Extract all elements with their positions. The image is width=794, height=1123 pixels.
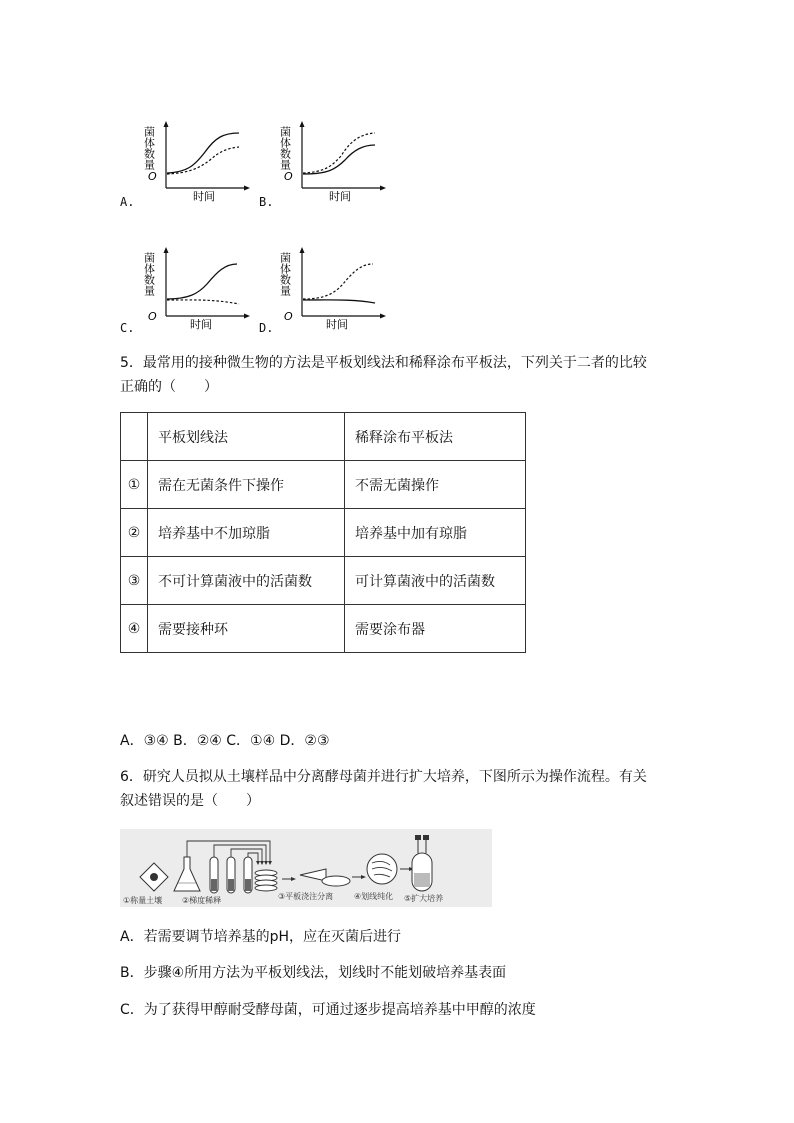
flask-icon [174,857,200,891]
graph-b-ylabel: 菌体数量 [279,126,292,170]
test-tubes-icon [210,857,252,893]
graph-c-ylabel: 菌体数量 [143,252,156,296]
table-cell: 需在无菌条件下操作 [148,461,345,509]
graph-c-xlabel: 时间 [190,318,212,331]
graph-a-xlabel: 时间 [193,190,215,203]
graph-b-option: B. [259,195,274,209]
flow-label-3: ③平板浇注分离 [278,892,334,901]
flow-label-2: ②梯度稀释 [182,896,222,905]
graph-d [279,244,389,334]
streak-plate-icon [367,854,397,884]
graph-c-origin: O [148,310,157,323]
table-cell: 不可计算菌液中的活菌数 [148,557,345,605]
table-header-row [121,413,526,461]
petri-plates-icon [255,870,277,891]
row-number: ② [121,509,148,557]
table-header-cell: 平板划线法 [148,413,345,461]
q6-option-c: C．为了获得甲醇耐受酵母菌，可通过逐步提高培养基中甲醇的浓度 [120,1002,536,1018]
pouring-plate-icon [300,869,350,886]
graph-a-option: A. [120,195,135,209]
row-number: ① [121,461,148,509]
q5-answer-options: A．③④ B．②④ C．①④ D．②③ [120,733,330,749]
table-header-cell: 稀释涂布平板法 [345,413,526,461]
table-cell: 培养基中不加琼脂 [148,509,345,557]
graph-b-xlabel: 时间 [329,190,351,203]
graph-d-origin: O [284,310,293,323]
q5-stem-line2: 正确的（ ） [120,379,218,395]
q6-option-a: A．若需要调节培养基的pH，应在灭菌后进行 [120,929,401,945]
q5-stem-line1: 5．最常用的接种微生物的方法是平板划线法和稀释涂布平板法，下列关于二者的比较 [120,355,647,371]
graph-b [279,118,389,208]
graph-a-ylabel: 菌体数量 [143,126,156,170]
soil-sample-icon [140,863,168,891]
flow-label-1: ①称量土壤 [123,896,163,905]
flow-label-4: ④划线纯化 [354,892,394,901]
flow-label-5: ⑤扩大培养 [404,894,444,903]
graph-c [143,244,253,334]
graph-a-origin: O [148,170,157,183]
graph-c-option: C. [120,321,135,335]
table-cell: 可计算菌液中的活菌数 [345,557,526,605]
table-cell: 需要接种环 [148,605,345,653]
table-row [121,557,526,605]
q6-stem-line1: 6．研究人员拟从土壤样品中分离酵母菌并进行扩大培养，下图所示为操作流程。有关 [120,769,647,785]
table-row [121,605,526,653]
table-cell: 不需无菌操作 [345,461,526,509]
q6-stem-line2: 叙述错误的是（ ） [120,793,260,809]
table-header-cell [121,413,148,461]
procedure-flow-diagram [120,829,492,907]
graph-d-ylabel: 菌体数量 [279,252,292,296]
table-cell: 培养基中加有琼脂 [345,509,526,557]
table-row [121,461,526,509]
fermenter-icon [412,835,432,891]
graph-a [143,118,253,208]
row-number: ③ [121,557,148,605]
graph-d-xlabel: 时间 [326,318,348,331]
table-row [121,509,526,557]
comparison-table [120,412,526,653]
table-cell: 需要涂布器 [345,605,526,653]
graph-d-option: D. [259,321,274,335]
q6-option-b: B．步骤④所用方法为平板划线法，划线时不能划破培养基表面 [120,965,507,981]
graph-b-origin: O [284,170,293,183]
row-number: ④ [121,605,148,653]
